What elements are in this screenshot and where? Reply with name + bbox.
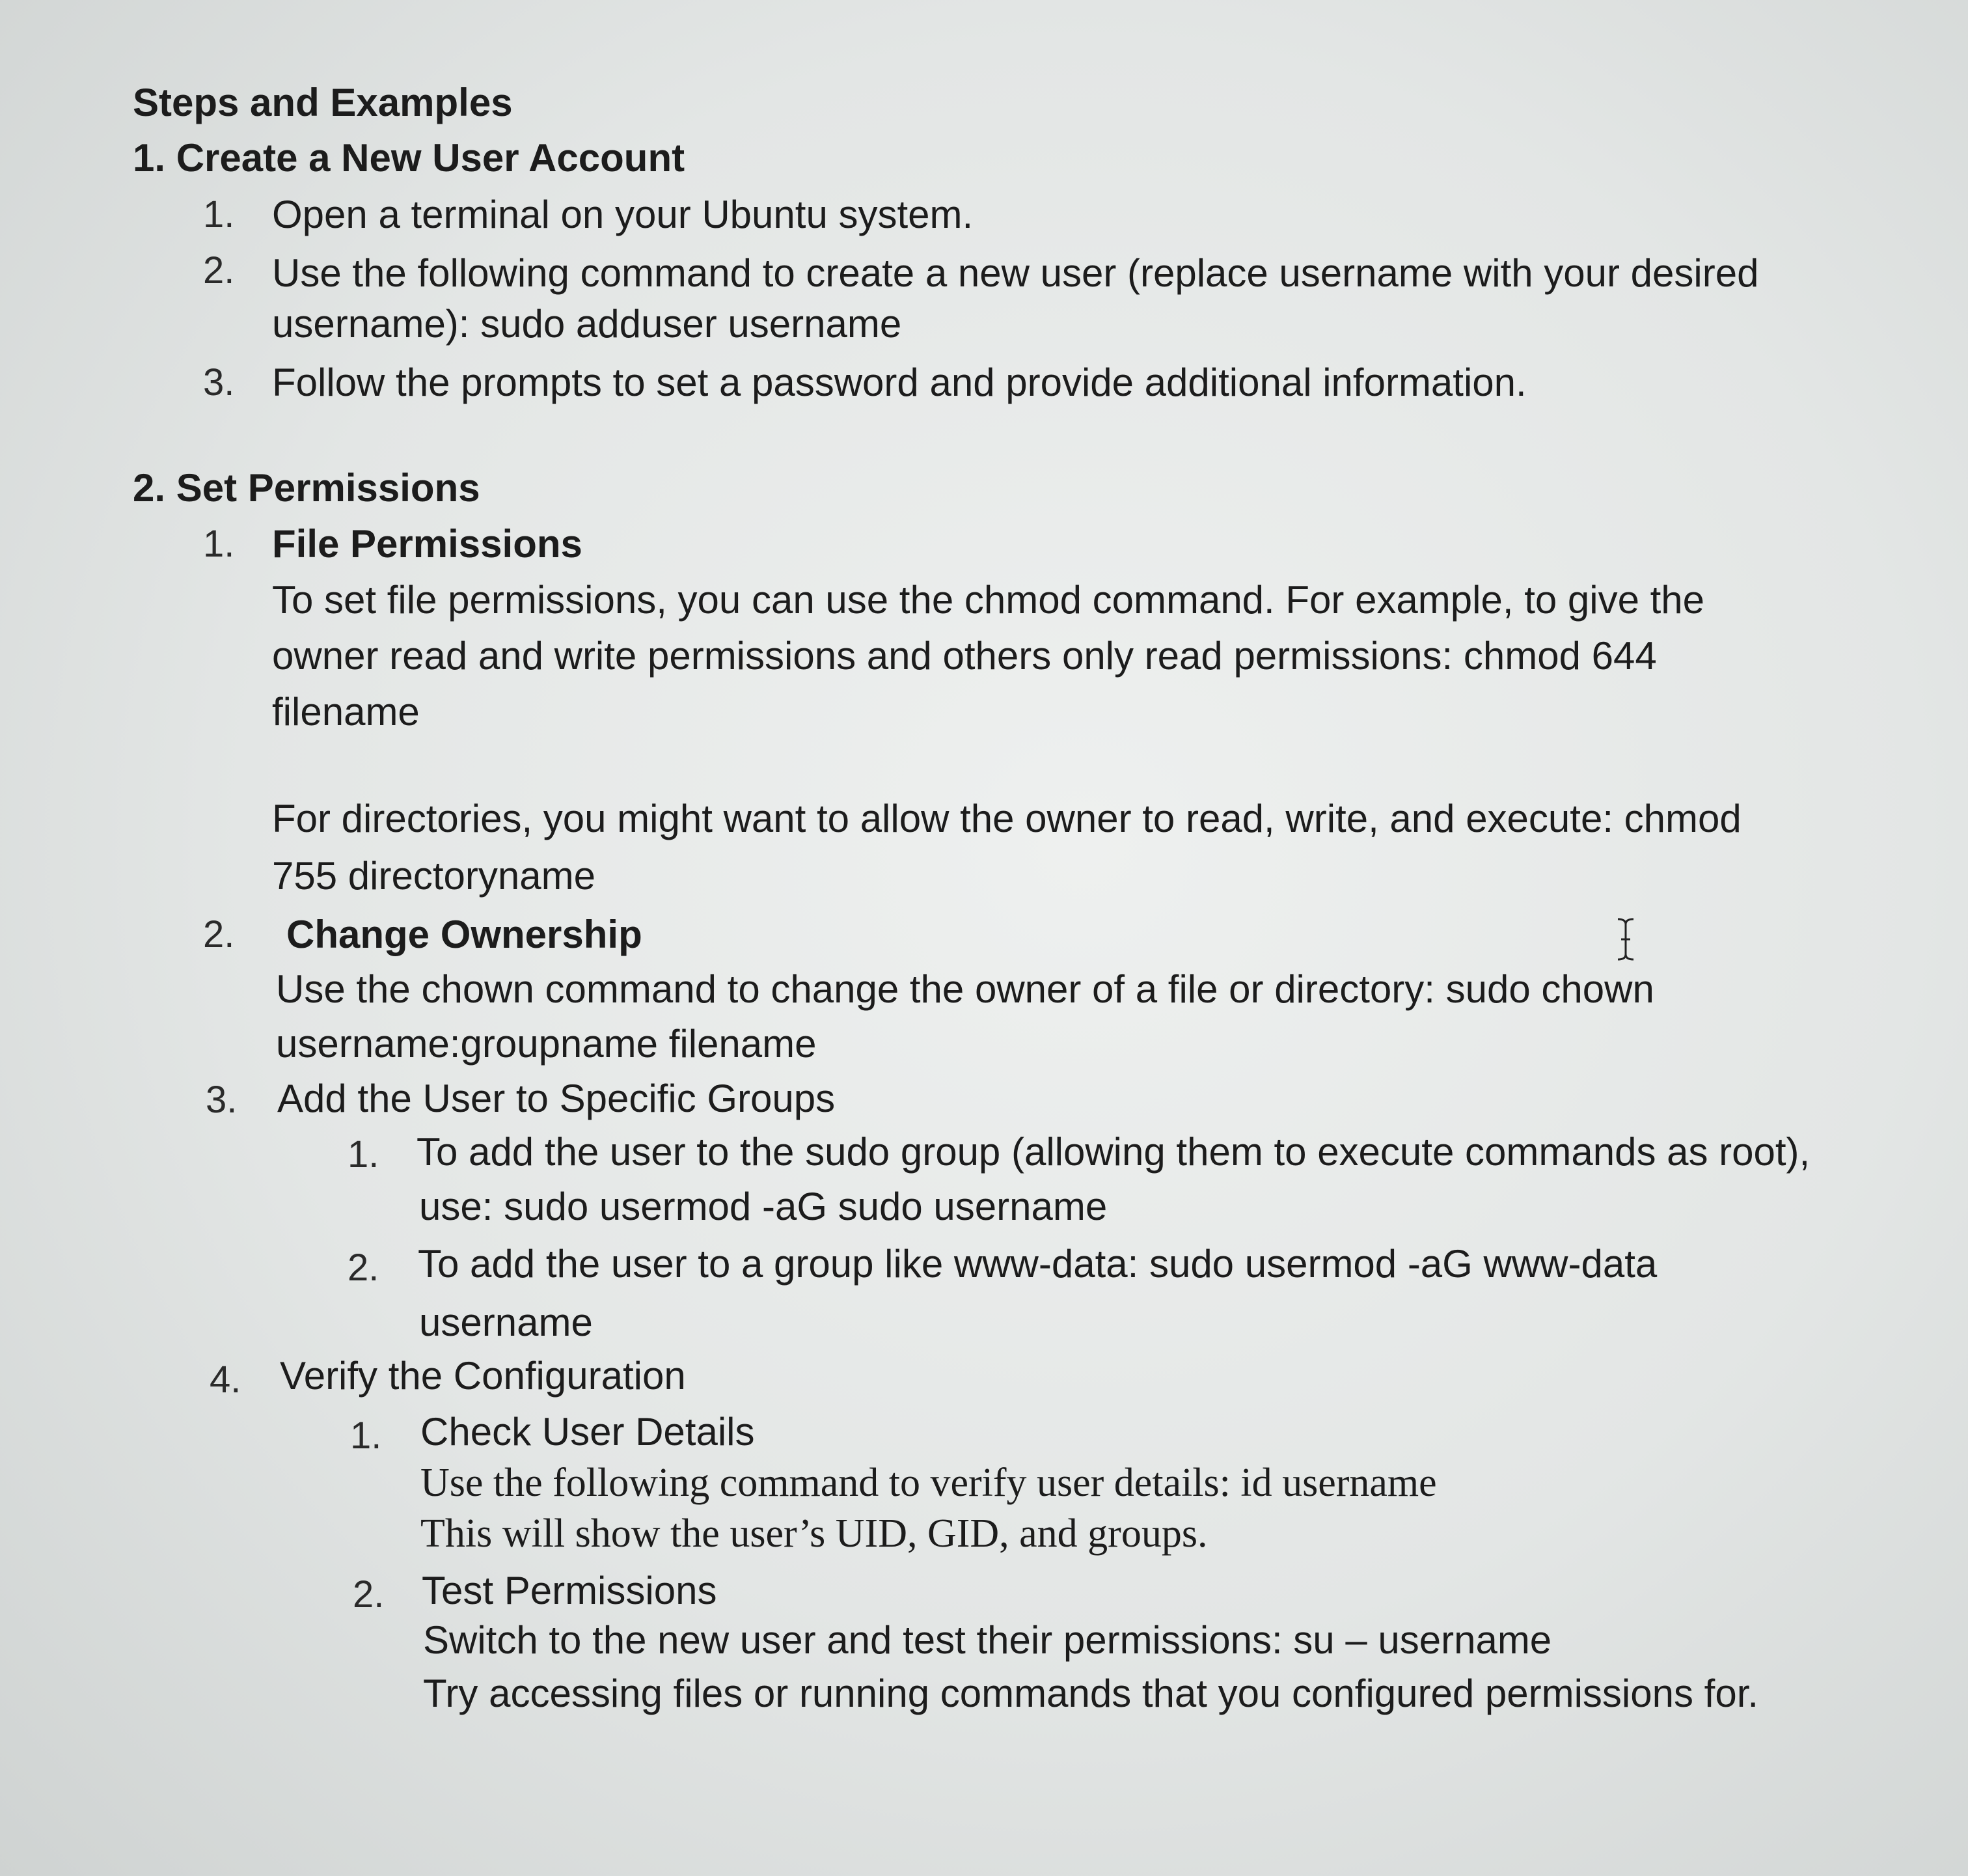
list-number: 2. [353,1573,385,1616]
paragraph-line: To set file permissions, you can use the chmod command. For example, to give the [272,578,1705,622]
list-number: 2. [203,249,235,292]
subsection-title: Verify the Configuration [280,1354,686,1398]
list-number: 1. [203,523,235,565]
paragraph-line: To add the user to the sudo group (allowing them to execute commands as root), [417,1130,1811,1174]
paragraph-line: Use the following command to verify user details: id username [420,1461,1437,1505]
section-2-title: 2. Set Permissions [133,466,480,510]
document-heading: Steps and Examples [133,81,513,124]
paragraph-line: use: sudo usermod -aG sudo username [419,1185,1108,1228]
paragraph-line: For directories, you might want to allow the owner to read, write, and execute: chmod [272,797,1742,840]
subsection-title: Test Permissions [422,1569,717,1612]
paragraph-line: To add the user to a group like www-data: sudo usermod -aG www-data [418,1242,1658,1286]
step-text: Open a terminal on your Ubuntu system. [272,193,974,236]
list-number: 2. [203,913,235,956]
subsection-title: Add the User to Specific Groups [277,1077,836,1120]
paragraph-line: username [419,1301,593,1344]
list-number: 1. [348,1133,379,1176]
step-text: Follow the prompts to set a password and provide additional information. [272,361,1527,404]
list-number: 1. [350,1414,382,1457]
paragraph-line: This will show the user’s UID, GID, and groups. [420,1511,1208,1556]
subsection-title: File Permissions [272,522,582,566]
step-text: Use the following command to create a new user (replace username with your desired [272,251,1759,295]
step-text: username): sudo adduser username [272,302,902,346]
paragraph-line: Try accessing files or running commands that you configured permissions for. [423,1672,1759,1715]
paragraph-line: username:groupname filename [276,1022,817,1066]
paragraph-line: owner read and write permissions and others only read permissions: chmod 644 [272,634,1657,678]
subsection-title: Check User Details [420,1410,755,1454]
list-number: 1. [203,193,235,236]
list-number: 4. [210,1359,241,1401]
list-number: 2. [348,1247,379,1289]
paragraph-line: 755 directoryname [272,854,595,898]
paragraph-line: Use the chown command to change the owner of a file or directory: sudo chown [276,967,1654,1011]
text-cursor-icon [1613,917,1639,962]
paragraph-line: filename [272,690,420,734]
list-number: 3. [203,361,235,404]
section-1-title: 1. Create a New User Account [133,136,685,180]
paragraph-line: Switch to the new user and test their permissions: su – username [423,1618,1552,1662]
subsection-title: Change Ownership [286,913,642,956]
list-number: 3. [206,1079,238,1121]
